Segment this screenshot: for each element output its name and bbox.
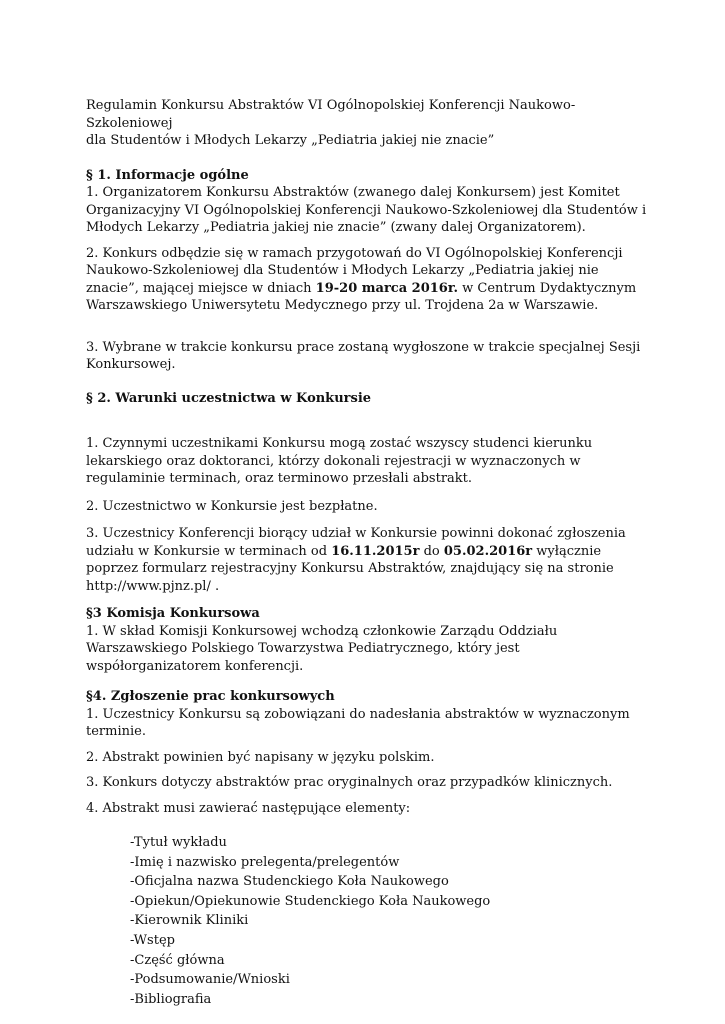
- list-item: -Wstęp: [130, 932, 175, 948]
- section-1-paragraph-1: 1. Organizatorem Konkursu Abstraktów (zwanego dalej Konkursem) jest Komitet Organizacyjny VI Ogólnopolskiej Konferencji Naukowo-Szkoleniowej dla Studentów i Młodych Lekarzy „Pediatria jakiej nie znacie” (zwany dalej Organizatorem).: [86, 185, 647, 235]
- title-line-2: dla Studentów i Młodych Lekarzy „Pediatria jakiej nie znacie”: [86, 133, 495, 148]
- section-2-heading: § 2. Warunki uczestnictwa w Konkursie: [86, 390, 372, 406]
- registration-start-date: 16.11.2015r: [331, 543, 420, 559]
- section-2-paragraph-3: [86, 525, 650, 595]
- list-item: -Kierownik Kliniki: [130, 913, 249, 929]
- section-4-paragraph-1: 1. Uczestnicy Konkursu są zobowiązani do nadesłania abstraktów w wyznaczonym terminie.: [86, 706, 630, 739]
- title-line-1: Regulamin Konkursu Abstraktów VI Ogólnopolskiej Konferencji Naukowo-Szkoleniowej: [86, 98, 576, 131]
- section-1-paragraph-2-text-b: w Centrum Dydaktycznym Warszawskiego Uniwersytetu Medycznego przy ul. Trojdena 2a w Warszawie.: [86, 280, 637, 313]
- list-item: -Podsumowanie/Wnioski: [130, 972, 290, 988]
- abstract-elements-list: [86, 833, 650, 1009]
- list-item: -Opiekun/Opiekunowie Studenckiego Koła Naukowego: [130, 893, 491, 909]
- list-item: -Imię i nazwisko prelegenta/prelegentów: [130, 854, 400, 870]
- registration-end-date: 05.02.2016r: [443, 543, 533, 559]
- section-2-paragraph-2: 2. Uczestnictwo w Konkursie jest bezpłatne.: [86, 498, 378, 514]
- section-1-paragraph-3: 3. Wybrane w trakcie konkursu prace zostaną wygłoszone w trakcie specjalnej Sesji Konkursowej.: [86, 339, 641, 372]
- list-item: -Oficjalna nazwa Studenckiego Koła Naukowego: [130, 874, 449, 890]
- document-title: [86, 97, 650, 150]
- section-2-paragraph-3-text-b: do: [419, 543, 444, 559]
- section-4-paragraph-3: 3. Konkurs dotyczy abstraktów prac oryginalnych oraz przypadków klinicznych.: [86, 775, 613, 790]
- section-2-paragraph-3-text-a: 3. Uczestnicy Konferencji biorący udział w Konkursie powinni dokonać zgłoszenia udziału w Konkursie w terminach od: [86, 526, 626, 559]
- section-2-paragraph-3-text-c: wyłącznie poprzez formularz rejestracyjny Konkursu Abstraktów, znajdujący się na stronie http://www.pjnz.pl/ .: [86, 543, 614, 594]
- section-1-heading: § 1. Informacje ogólne: [86, 167, 249, 183]
- list-item: -Tytuł wykładu: [130, 835, 227, 850]
- list-item: -Bibliografia: [130, 991, 212, 1007]
- section-4-paragraph-2: 2. Abstrakt powinien być napisany w języku polskim.: [86, 749, 435, 765]
- section-4-heading: §4. Zgłoszenie prac konkursowych: [86, 689, 335, 704]
- list-item: -Część główna: [130, 952, 225, 968]
- section-2-paragraph-1: 1. Czynnymi uczestnikami Konkursu mogą zostać wszyscy studenci kierunku lekarskiego oraz doktoranci, którzy dokonali rejestracji w wyznaczonych w regulaminie terminach, oraz terminowo przesłali abstrakt.: [86, 436, 593, 486]
- section-3-heading: §3 Komisja Konkursowa: [86, 606, 260, 621]
- section-1-paragraph-2: [86, 245, 650, 315]
- section-3-paragraph-1: 1. W skład Komisji Konkursowej wchodzą członkowie Zarządu Oddziału Warszawskiego Polskiego Towarzystwa Pediatrycznego, który jest współorganizatorem konferencji.: [86, 623, 558, 674]
- section-4-paragraph-4: 4. Abstrakt musi zawierać następujące elementy:: [86, 800, 411, 816]
- section-1-paragraph-2-text-a: 2. Konkurs odbędzie się w ramach przygotowań do VI Ogólnopolskiej Konferencji Naukowo-Szkoleniowej dla Studentów i Młodych Lekarzy „Pediatria jakiej nie znacie”, mającej miejsce w dniach: [86, 245, 623, 296]
- conference-dates: 19-20 marca 2016r.: [315, 280, 459, 296]
